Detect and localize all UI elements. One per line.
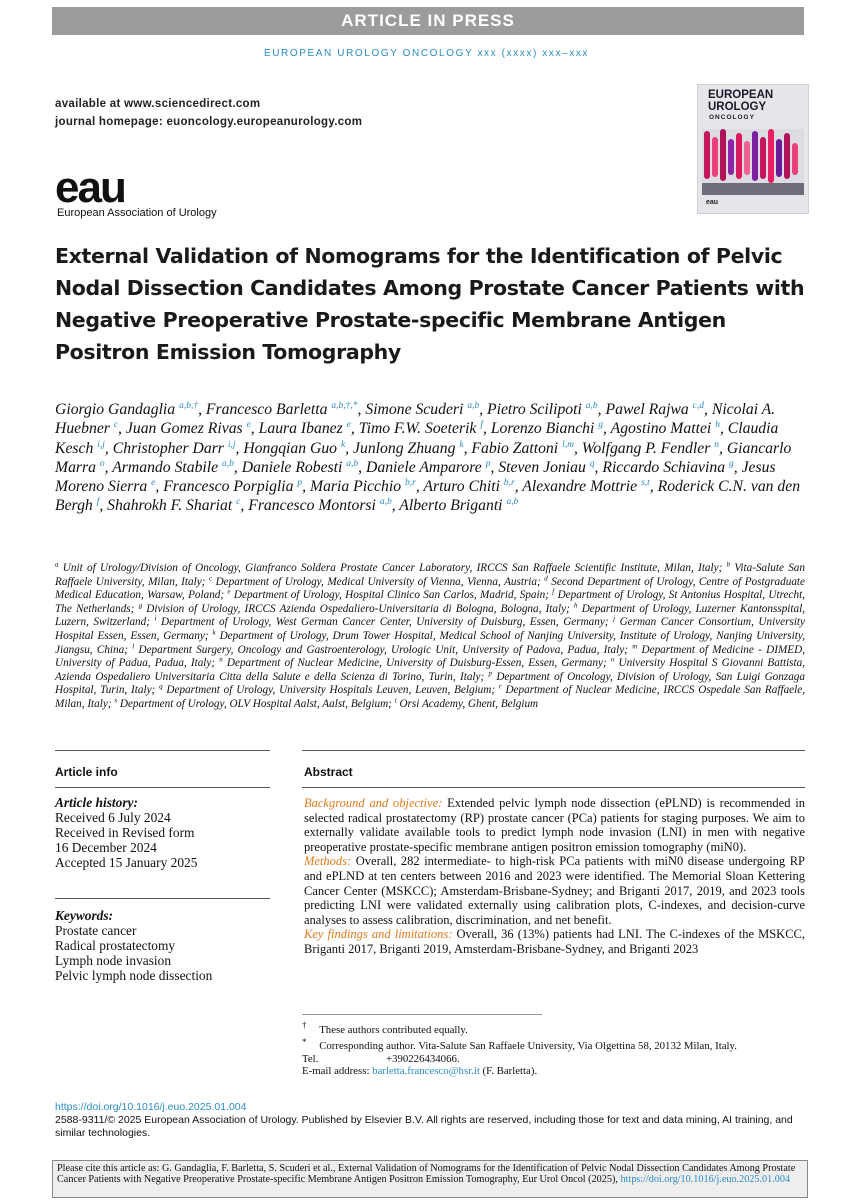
author-name: Junlong Zhuang $^k$: [353, 439, 464, 457]
author-affiliation-marker: g: [729, 458, 734, 469]
citation-box: [52, 1160, 808, 1198]
history-item: Accepted 15 January 2025: [55, 855, 198, 870]
author-affiliation-marker: e: [151, 477, 156, 488]
affiliation-item: $^d$ Second Department of Urology, Centre of Postgraduate Medical Education, Warsaw, Poland;: [55, 573, 806, 602]
author-name: Riccardo Schiavina $^g$: [602, 458, 734, 476]
author-affiliation-marker: a,b: [467, 400, 480, 411]
abstract-section-methods: [304, 854, 805, 927]
author-name: Christopher Darr $^{i,j}$: [112, 439, 236, 457]
cover-title: EUROPEAN UROLOGY: [708, 89, 774, 113]
affiliation-item: $^q$ Department of Urology, University Hospitals Leuven, Leuven, Belgium;: [159, 682, 496, 697]
abstract-section-label: Key findings and limitations:: [304, 927, 453, 942]
author-list: Giorgio Gandaglia $^{a,b,\dagger}$, Francesco Barletta $^{a,b,\dagger,*}$, Simone Scuderi $^{a,b}$, Pietro Scilipoti $^{a,b}$, Pawel Rajwa $^{c,d}$, Nicolai A. Huebner $^c$, Juan Gomez Rivas $^e$, Laura Ibanez $^e$, Timo F.W. Soeterik $^f$, Lorenzo Bianchi $^g$, Agostino Mattei $^h$, Claudia Kesch $^{i,j}$, Christopher Darr $^{i,j}$, Hongqian Guo $^k$, Junlong Zhuang $^k$, Fabio Zattoni $^{l,m}$, Wolfgang P. Fendler $^n$, Giancarlo Marra $^o$, Armando Stabile $^{a,b}$, Daniele Robesti $^{a,b}$, Daniele Amparore $^p$, Steven Joniau $^q$, Riccardo Schiavina $^g$, Jesus Moreno Sierra $^e$, Francesco Porpiglia $^p$, Maria Picchio $^{b,r}$, Arturo Chiti $^{b,r}$, Alexandre Mottrie $^{s,t}$, Roderick C.N. van den Bergh $^f$, Shahrokh F. Shariat $^c$, Francesco Montorsi $^{a,b}$, Alberto Briganti $^{a,b}$: [55, 400, 801, 515]
email-link[interactable]: barletta.francesco@hsr.it: [372, 1065, 480, 1078]
article-title: External Validation of Nomograms for the Identification of Pelvic Nodal Dissection Candidates Among Prostate Cancer Patients with Negative Preoperative Prostate-specific Membrane Antigen Positron Emission Tomography: [55, 244, 805, 364]
affiliations: [55, 562, 805, 712]
author-affiliation-marker: p: [485, 458, 491, 469]
doi-link[interactable]: https://doi.org/10.1016/j.euo.2025.01.004: [55, 1101, 247, 1113]
affiliation-item: $^o$ University Hospital S Giovanni Battista, Azienda Ospedaliero Universitaria Citta della Salute e della Scienza di Torino, Turin, Italy;: [55, 655, 806, 683]
journal-homepage-line: journal homepage: euoncology.europeanurology.com: [55, 116, 363, 128]
sciencedirect-line: available at www.sciencedirect.com: [55, 98, 261, 110]
abstract-section-text: Overall, 282 intermediate- to high-risk PCa patients with miN0 disease undergoing RP and ePLND at ten centers between 2016 and 2023 were identified. The Memorial Sloan Kettering Cancer Center (MSKCC); Amsterdam-Brisbane-Sydney; and Briganti 2017, 2019, and 2023 tools predicting LNI were validated externally using calibration plots, C-indexes, and decision-curve analyses to assess calibration, discrimination, and net benefit.: [304, 854, 806, 927]
author-affiliation-marker: s,t: [641, 477, 650, 488]
author-name: Hongqian Guo $^k$: [243, 439, 346, 457]
affiliation-item: $^h$ Department of Urology, Luzerner Kantonsspital, Luzern, Switzerland;: [55, 601, 806, 629]
abstract-section-findings: [304, 927, 805, 956]
author-name: Maria Picchio $^{b,r}$: [310, 477, 416, 496]
info-top-rule: [55, 750, 270, 751]
affiliation-item: $^a$ Unit of Urology/Division of Oncology, Gianfranco Soldera Prostate Cancer Laboratory, IRCCS San Raffaele Scientific Institute, Milan, Italy;: [55, 560, 723, 574]
author-name: Francesco Porpiglia $^p$: [163, 477, 303, 496]
author-affiliation-marker: a,b: [585, 400, 598, 411]
affiliation-item: $^f$ Department of Urology, St Antonius Hospital, Utrecht, The Netherlands;: [55, 587, 805, 615]
author-name: Roderick C.N. van den Bergh $^f$: [55, 478, 801, 515]
author-affiliation-marker: k: [340, 439, 346, 450]
page-footer: [55, 1101, 805, 1140]
keyword-item: Prostate cancer: [55, 923, 137, 938]
affiliation-item: $^l$ Department Surgery, Oncology and Gastroenterology, Urologic Unit, University of Padova, Padua, Italy;: [132, 641, 628, 656]
copyright-notice: 2588-9311/© 2025 European Association of Urology. Published by Elsevier B.V. All rights are reserved, including those for text and data mining, AI training, and similar technologies.: [55, 1114, 793, 1139]
author-name: Laura Ibanez $^e$: [258, 420, 351, 438]
author-name: Armando Stabile $^{a,b}$: [112, 458, 234, 476]
author-affiliation-marker: b,r: [503, 477, 515, 488]
footnote-equal-contribution: † These authors contributed equally.: [302, 1020, 468, 1036]
eau-org-name: European Association of Urology: [57, 207, 217, 219]
author-name: Timo F.W. Soeterik $^f$: [358, 420, 483, 438]
eau-logo: [55, 163, 275, 224]
author-affiliation-marker: l,m: [562, 439, 574, 450]
author-name: Alexandre Mottrie $^{s,t}$: [522, 477, 650, 496]
author-affiliation-marker: i,j: [227, 439, 236, 450]
author-affiliation-marker: p: [297, 477, 303, 488]
author-affiliation-marker: e: [346, 420, 351, 431]
journal-running-header: EUROPEAN UROLOGY ONCOLOGY xxx (xxxx) xxx–xxx: [263, 48, 590, 59]
footnotes: [302, 1019, 805, 1077]
history-item: 16 December 2024: [55, 840, 157, 855]
author-affiliation-marker: a,b: [222, 458, 234, 469]
article-in-press-banner: ARTICLE IN PRESS: [52, 7, 804, 35]
abstract-heading-rule: [302, 787, 805, 788]
author-affiliation-marker: b,r: [405, 477, 416, 488]
keywords-rule: [55, 898, 270, 899]
cover-subtitle: ONCOLOGY: [709, 114, 755, 121]
availability-block: [55, 95, 362, 131]
author-name: Claudia Kesch $^{i,j}$: [55, 420, 779, 457]
author-name: Fabio Zattoni $^{l,m}$: [471, 439, 574, 457]
affiliation-item: $^j$ German Cancer Consortium, University Hospital Essen, Essen, Germany;: [55, 614, 806, 642]
author-name: Arturo Chiti $^{b,r}$: [423, 477, 515, 496]
journal-cover-thumbnail: [697, 84, 809, 214]
affiliation-item: $^m$ Department of Medicine - DIMED, University of Padua, Padua, Italy;: [55, 641, 805, 670]
author-name: Francesco Montorsi $^{a,b}$: [248, 497, 392, 515]
author-affiliation-marker: f: [480, 420, 483, 431]
article-history: [55, 795, 270, 870]
info-heading-rule: [55, 787, 270, 788]
author-affiliation-marker: g: [598, 420, 604, 431]
author-name: Nicolai A. Huebner $^c$: [55, 401, 776, 438]
keyword-item: Radical prostatectomy: [55, 938, 176, 953]
author-affiliation-marker: f: [96, 497, 100, 508]
footnote-rule: [302, 1014, 542, 1015]
author-name: Daniele Amparore $^p$: [366, 458, 491, 476]
affiliation-item: $^k$ Department of Urology, Drum Tower Hospital, Medical School of Nanjing University, Institute of Urology, Nanjing University, Jiangsu, China;: [55, 628, 806, 656]
author-name: Giorgio Gandaglia $^{a,b,\dagger}$: [55, 400, 199, 418]
author-name: Alberto Briganti $^{a,b}$: [399, 497, 519, 515]
author-affiliation-marker: h: [715, 420, 720, 431]
cover-artwork: [702, 129, 804, 195]
keywords: [55, 908, 270, 983]
author-name: Giancarlo Marra $^o$: [55, 439, 792, 476]
author-name: Pietro Scilipoti $^{a,b}$: [487, 400, 598, 418]
author-affiliation-marker: i,j: [97, 439, 105, 450]
author-name: Juan Gomez Rivas $^e$: [125, 420, 251, 438]
affiliation-item: $^p$ Department of Oncology, Division of Urology, San Luigi Gonzaga Hospital, Turin, Italy;: [55, 669, 805, 697]
author-affiliation-marker: n: [714, 439, 719, 450]
affiliation-item: $^r$ Department of Nuclear Medicine, IRCCS Ospedale San Raffaele, Milan, Italy;: [55, 682, 806, 710]
history-item: Received 6 July 2024: [55, 810, 171, 825]
affiliation-item: $^i$ Department of Urology, West German Cancer Center, University of Duisburg, Essen, Germany;: [154, 614, 609, 629]
author-name: Daniele Robesti $^{a,b}$: [241, 458, 359, 476]
author-affiliation-marker: a,b: [379, 497, 392, 508]
affiliation-item: $^c$ Department of Urology, Medical University of Vienna, Vienna, Austria;: [208, 573, 541, 588]
abstract-section-label: Background and objective:: [304, 796, 443, 810]
citation-doi-link[interactable]: https://doi.org/10.1016/j.euo.2025.01.004: [620, 1174, 791, 1186]
author-affiliation-marker: a,b: [506, 497, 519, 508]
author-affiliation-marker: q: [589, 458, 595, 469]
abstract-body: [304, 796, 805, 957]
author-affiliation-marker: e: [246, 420, 251, 431]
author-name: Wolfgang P. Fendler $^n$: [581, 439, 719, 457]
author-name: Francesco Barletta $^{a,b,\dagger,*}$: [205, 400, 358, 418]
author-name: Agostino Mattei $^h$: [610, 420, 720, 438]
article-info-heading: Article info: [55, 765, 118, 779]
history-label: Article history:: [55, 795, 138, 810]
history-item: Received in Revised form: [55, 825, 195, 840]
eau-wordmark: eau: [55, 163, 125, 212]
keyword-item: Pelvic lymph node dissection: [55, 968, 213, 983]
author-name: Pawel Rajwa $^{c,d}$: [605, 400, 705, 418]
author-affiliation-marker: a,b,†,*: [331, 400, 358, 411]
affiliation-item: $^e$ Department of Urology, Hospital Clinico San Carlos, Madrid, Spain;: [227, 587, 549, 602]
author-name: Simone Scuderi $^{a,b}$: [365, 400, 480, 418]
abstract-section-label: Methods:: [304, 854, 352, 869]
abstract-top-rule: [302, 750, 805, 751]
author-affiliation-marker: c,d: [692, 400, 705, 411]
affiliation-item: $^s$ Department of Urology, OLV Hospital Aalst, Aalst, Belgium;: [114, 696, 392, 710]
abstract-section-text: Extended pelvic lymph node dissection (ePLND) is recommended in selected radical prostatectomy (RP) prostate cancer (PCa) patients for staging purposes. We aim to externally validate available tools to predict lymph node invasion (LNI) in men with negative preoperative prostate-specific membrane antigen positron emission tomography (miN0).: [304, 796, 806, 854]
author-name: Lorenzo Bianchi $^g$: [490, 420, 604, 438]
footnote-email: E-mail address: barletta.francesco@hsr.it (F. Barletta).: [302, 1065, 538, 1078]
abstract-heading: Abstract: [304, 765, 353, 779]
author-affiliation-marker: o: [99, 458, 105, 469]
author-name: Shahrokh F. Shariat $^c$: [107, 497, 241, 515]
author-affiliation-marker: k: [459, 439, 464, 450]
author-affiliation-marker: a,b: [346, 458, 359, 469]
citation-text: Please cite this article as: G. Gandaglia, F. Barletta, S. Scuderi et al., External Validation of Nomograms for the Identification of Pelvic Nodal Dissection Candidates Among Prostate Cancer Patients with Negative Preoperative Prostate-specific Membrane Antigen Positron Emission Tomography, Eur Urol Oncol (2025),: [57, 1163, 796, 1186]
author-affiliation-marker: c: [236, 497, 241, 508]
affiliation-item: $^g$ Division of Urology, IRCCS Azienda Ospedaliero-Universitaria di Bologna, Bologna, Italy;: [138, 601, 570, 615]
cover-brand: eau: [706, 199, 719, 206]
author-affiliation-marker: c: [113, 420, 119, 431]
footnote-telephone: Tel. +390226434066.: [302, 1052, 460, 1065]
footnote-corresponding: * Corresponding author. Vita-Salute San Raffaele University, Via Olgettina 58, 20132 Milan, Italy.: [302, 1036, 737, 1053]
author-name: Jesus Moreno Sierra $^e$: [55, 458, 776, 496]
abstract-section-background: [304, 796, 805, 854]
author-affiliation-marker: a,b,†: [179, 400, 199, 411]
keywords-label: Keywords:: [55, 908, 114, 923]
keyword-item: Lymph node invasion: [55, 953, 172, 968]
affiliation-item: $^b$ Vita-Salute San Raffaele University, Milan, Italy;: [55, 560, 805, 588]
author-name: Steven Joniau $^q$: [498, 458, 595, 476]
affiliation-item: $^n$ Department of Nuclear Medicine, University of Duisburg-Essen, Essen, Germany;: [219, 655, 607, 670]
affiliation-item: $^t$ Orsi Academy, Ghent, Belgium: [394, 696, 539, 710]
abstract-section-text: Overall, 36 (13%) patients had LNI. The C-indexes of the MSKCC, Briganti 2017, Briganti 2019, Amsterdam-Brisbane-Sydney, and Briganti 2023: [304, 927, 806, 956]
